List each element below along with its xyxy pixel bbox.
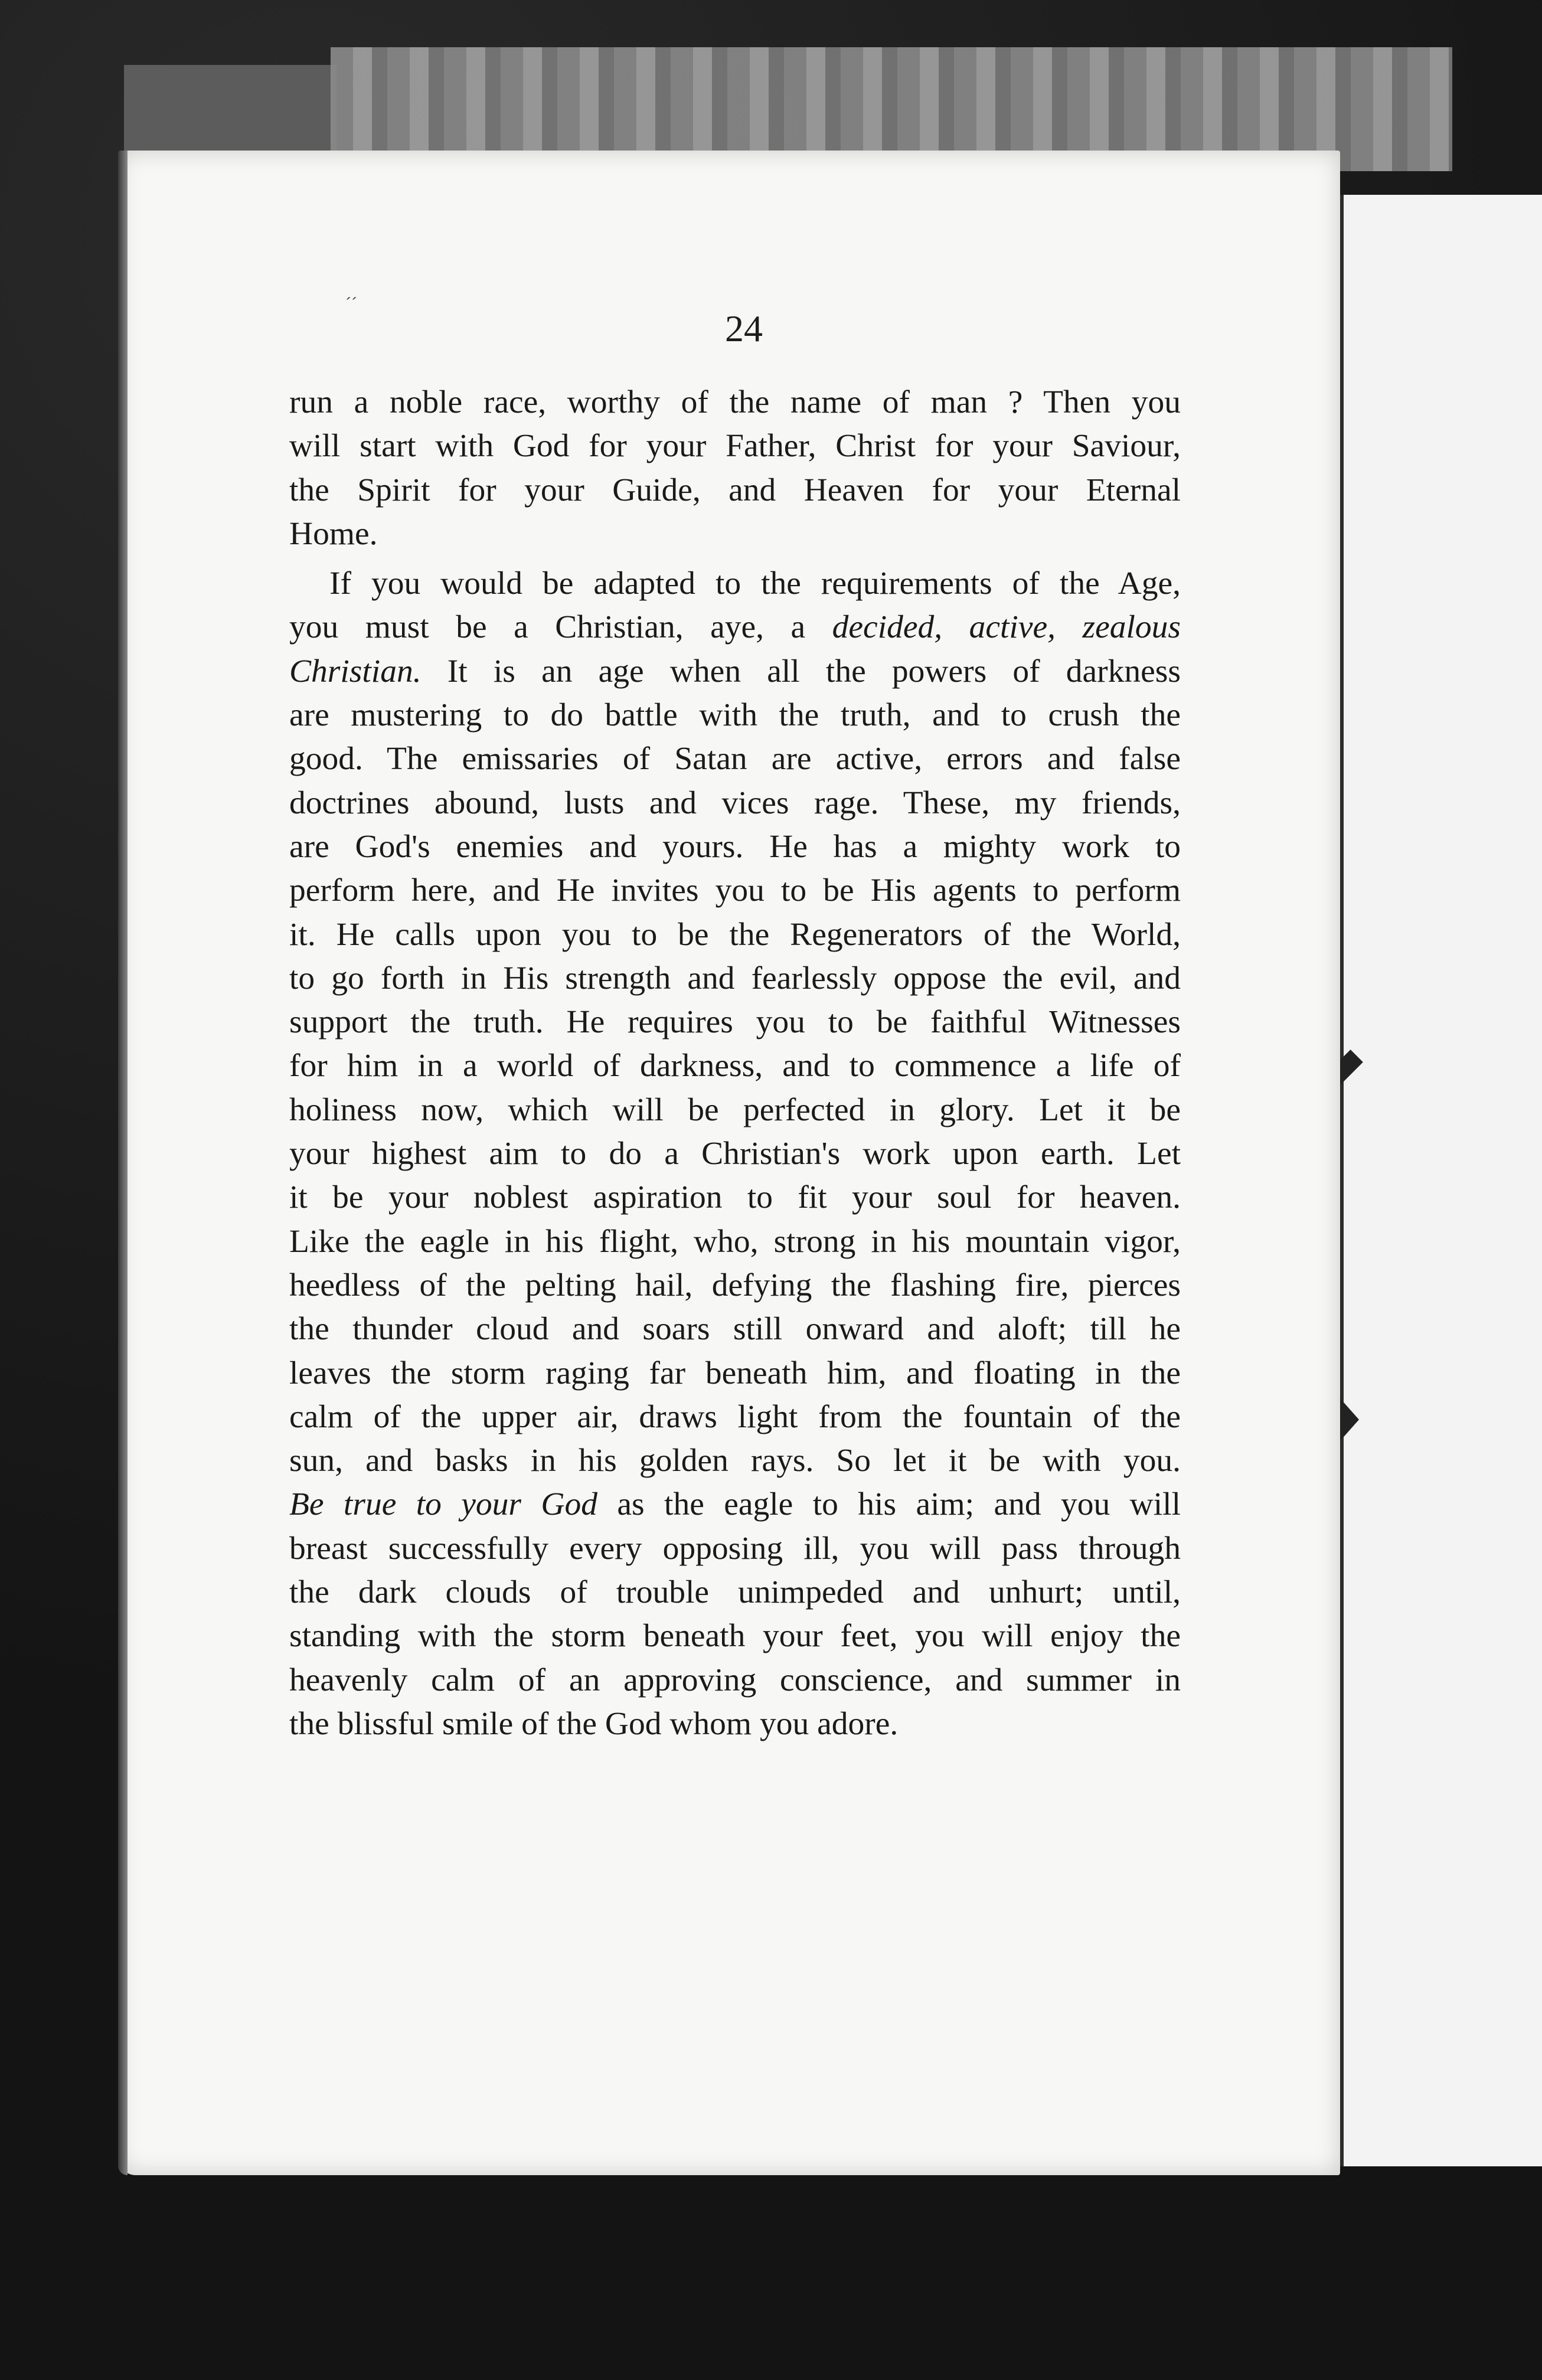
text-line bbox=[289, 737, 1181, 781]
text-run: to go forth in His strength and fearlessly oppose the evil, and bbox=[289, 960, 1181, 996]
paragraph-gap bbox=[289, 556, 1181, 562]
text-line bbox=[289, 1264, 1181, 1307]
text-run: as the eagle to his aim; and you will bbox=[597, 1486, 1181, 1523]
text-run: your highest aim to do a Christian's work upon earth. Let bbox=[289, 1136, 1181, 1172]
text-run: heedless of the pelting hail, defying the flashing fire, pierces bbox=[289, 1267, 1181, 1303]
text-line bbox=[289, 512, 1181, 556]
text-line bbox=[289, 1352, 1181, 1395]
text-run: will start with God for your Father, Christ for your Saviour, bbox=[289, 428, 1181, 465]
text-line bbox=[289, 1307, 1181, 1351]
text-run: the Spirit for your Guide, and Heaven for your Eternal bbox=[289, 472, 1181, 508]
text-run: it. He calls upon you to be the Regenerators of the World, bbox=[289, 916, 1181, 953]
text-run: It is an age when all the powers of darkness bbox=[421, 653, 1181, 689]
text-line bbox=[289, 1088, 1181, 1132]
page-number: 24 bbox=[725, 308, 763, 349]
text-line bbox=[289, 1395, 1181, 1439]
text-line bbox=[289, 825, 1181, 869]
italic-text: Christian. bbox=[289, 653, 422, 689]
text-run: support the truth. He requires you to be faithful Witnesses bbox=[289, 1004, 1181, 1041]
text-run: it be your noblest aspiration to fit your soul for heaven. bbox=[289, 1179, 1181, 1216]
text-run: the dark clouds of trouble unimpeded and unhurt; until, bbox=[289, 1574, 1181, 1611]
text-run: are God's enemies and yours. He has a mighty work to bbox=[289, 828, 1181, 865]
italic-text: Be true to your God bbox=[289, 1486, 598, 1523]
text-line bbox=[289, 1001, 1181, 1044]
text-line bbox=[289, 957, 1181, 1001]
text-line bbox=[289, 913, 1181, 957]
text-run: calm of the upper air, draws light from the fountain of the bbox=[289, 1398, 1181, 1435]
text-run: heavenly calm of an approving conscience, and summer in bbox=[289, 1662, 1181, 1698]
text-line bbox=[289, 1527, 1181, 1571]
italic-text: decided, active, zealous bbox=[832, 609, 1181, 646]
text-run: run a noble race, worthy of the name of man ? Then you bbox=[289, 384, 1181, 420]
text-run: If you would be adapted to the requirements of the Age, bbox=[329, 565, 1181, 602]
text-run: breast successfully every opposing ill, you will pass through bbox=[289, 1530, 1181, 1567]
text-line bbox=[289, 869, 1181, 913]
text-line bbox=[289, 469, 1181, 512]
text-run: for him in a world of darkness, and to commence a life of bbox=[289, 1048, 1181, 1084]
text-run: holiness now, which will be perfected in glory. Let it be bbox=[289, 1091, 1181, 1128]
text-run: you must be a Christian, aye, a bbox=[289, 609, 832, 646]
text-line bbox=[289, 782, 1181, 825]
text-line bbox=[289, 1439, 1181, 1483]
text-run: the thunder cloud and soars still onward and aloft; till he bbox=[289, 1311, 1181, 1348]
text-line bbox=[289, 1614, 1181, 1658]
text-line bbox=[289, 1176, 1181, 1220]
text-run: perform here, and He invites you to be His agents to perform bbox=[289, 872, 1181, 909]
text-run: doctrines abound, lusts and vices rage. These, my friends, bbox=[289, 784, 1181, 821]
text-line bbox=[289, 1702, 1181, 1746]
text-line bbox=[289, 1483, 1181, 1526]
text-run: good. The emissaries of Satan are active, errors and false bbox=[289, 741, 1181, 777]
text-line bbox=[289, 1571, 1181, 1614]
text-run: Like the eagle in his flight, who, strong in his mountain vigor, bbox=[289, 1223, 1181, 1260]
text-run: sun, and basks in his golden rays. So let it be with you. bbox=[289, 1443, 1181, 1479]
text-line bbox=[289, 1659, 1181, 1702]
text-line bbox=[289, 694, 1181, 737]
text-line bbox=[289, 1220, 1181, 1264]
text-line bbox=[289, 650, 1181, 694]
text-line bbox=[289, 381, 1181, 424]
page-body-text bbox=[289, 381, 1181, 1746]
facing-page-edge bbox=[1340, 195, 1542, 2166]
text-line bbox=[289, 562, 1181, 606]
text-line bbox=[289, 606, 1181, 649]
text-run: the blissful smile of the God whom you adore. bbox=[289, 1705, 899, 1742]
text-run: are mustering to do battle with the truth, and to crush the bbox=[289, 697, 1181, 734]
stray-ink-mark: ´´ bbox=[345, 294, 357, 313]
text-line bbox=[289, 424, 1181, 468]
text-line bbox=[289, 1044, 1181, 1088]
page-spine-edge bbox=[118, 151, 128, 2175]
text-line bbox=[289, 1132, 1181, 1176]
text-run: leaves the storm raging far beneath him, and floating in the bbox=[289, 1355, 1181, 1391]
text-run: Home. bbox=[289, 515, 378, 552]
text-run: standing with the storm beneath your feet, you will enjoy the bbox=[289, 1618, 1181, 1655]
